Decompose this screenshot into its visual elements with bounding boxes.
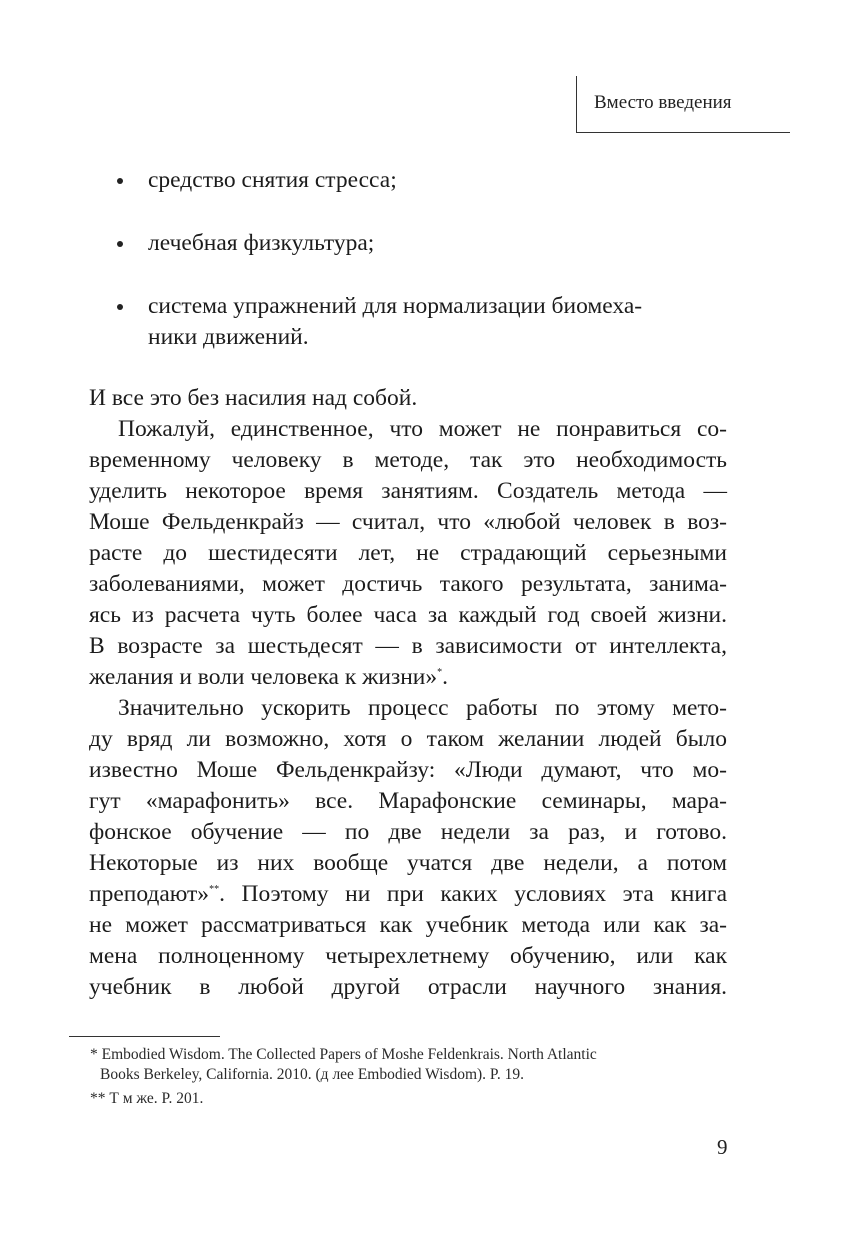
paragraph-line: Значительно ускорить процесс работы по этому мето- [118,695,727,721]
bullet-item-text: лечебная физкультура; [148,230,375,256]
paragraph-line: известно Моше Фельденкрайзу: «Люди думают, что мо- [89,757,727,783]
paragraph-line: заболеваниями, может достичь такого результата, занима- [89,571,727,597]
paragraph-line: уделить некоторое время занятиям. Создатель метода — [89,478,727,504]
paragraph-line: В возрасте за шестьдесят — в зависимости от интеллекта, [89,633,727,659]
bullet-marker [117,241,123,247]
footnote-ref-2[interactable]: ** [209,884,220,896]
footnote-1-line: Books Berkeley, California. 2010. (д лее Embodied Wisdom). P. 19. [100,1066,524,1083]
paragraph-line: не может рассматриваться как учебник метода или как за- [89,912,727,938]
page-number: 9 [717,1135,728,1159]
bullet-marker [117,304,123,310]
paragraph-line-text: желания и воли человека к жизни» [89,664,438,690]
paragraph-line: фонское обучение — по две недели за раз, и готово. [89,819,727,845]
paragraph-line-tail: . [442,664,449,690]
bullet-marker [117,178,123,184]
paragraph-line: ду вряд ли возможно, хотя о таком желании людей было [89,726,727,752]
footnote-2-line: ** Т м же. P. 201. [90,1090,204,1107]
paragraph-line: Моше Фельденкрайз — считал, что «любой человек в воз- [89,509,727,535]
paragraph-line [89,880,727,908]
footnote-ref-1[interactable]: * [437,667,443,679]
paragraph-line-text: преподают» [89,881,210,907]
paragraph-line: расте до шестидесяти лет, не страдающий серьезными [89,540,727,566]
paragraph-line: И все это без насилия над собой. [89,385,418,411]
paragraph-line: гут «марафонить» все. Марафонские семинары, мара- [89,788,727,814]
bullet-item-text: ники движений. [148,324,309,350]
running-header [576,76,790,133]
footnote-divider [69,1036,220,1037]
paragraph-line: мена полноценному четырехлетнему обучению, или как [89,943,727,969]
paragraph-line-tail: . Поэтому ни при каких условиях эта книга [219,881,727,907]
paragraph-line: учебник в любой другой отрасли научного знания. [89,974,727,1000]
bullet-item-text: средство снятия стресса; [148,167,397,193]
paragraph-line: Пожалуй, единственное, что может не понравиться со- [118,416,727,442]
section-title: Вместо введения [594,92,732,113]
paragraph-line: ясь из расчета чуть более часа за каждый год своей жизни. [89,602,727,628]
paragraph-line [89,663,448,691]
bullet-item-text: система упражнений для нормализации биомеха- [148,293,643,319]
footnote-1-line: * Embodied Wisdom. The Collected Papers of Moshe Feldenkrais. North Atlantic [90,1046,597,1063]
paragraph-line: Некоторые из них вообще учатся две недели, а потом [89,850,727,876]
paragraph-line: временному человеку в методе, так это необходимость [89,447,727,473]
